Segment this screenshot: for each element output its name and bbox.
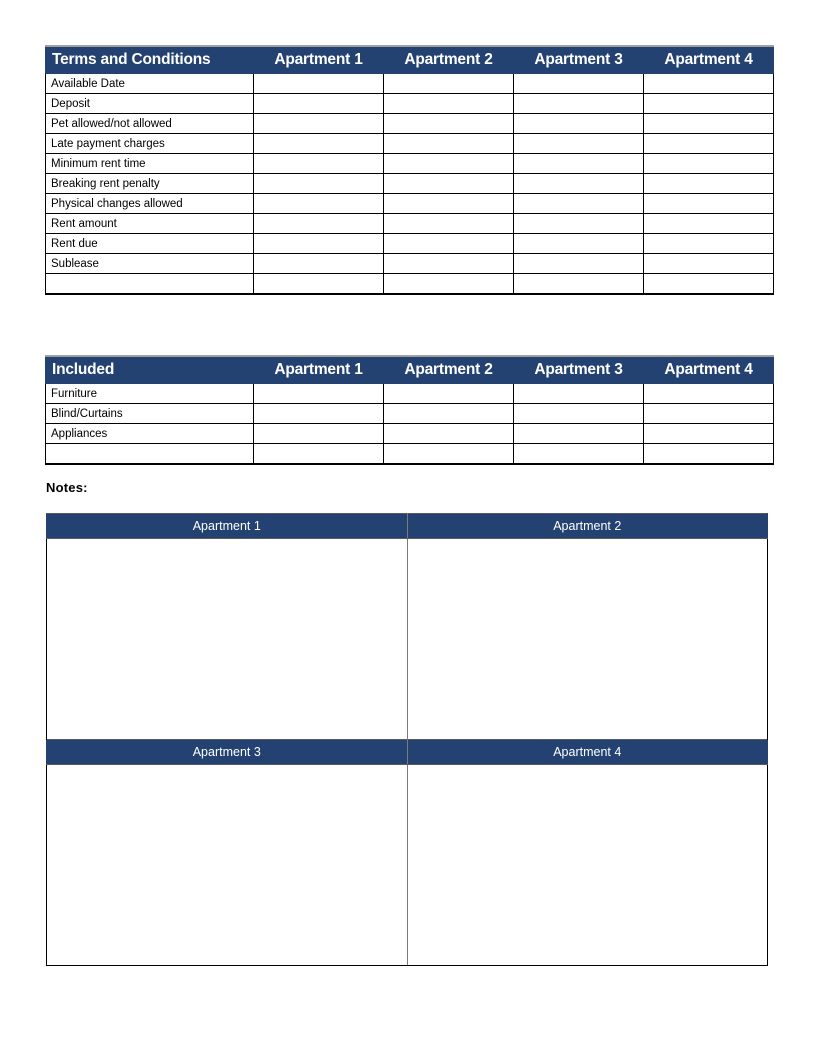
terms-header-label: Terms and Conditions bbox=[46, 46, 254, 74]
included-header-apartment-4: Apartment 4 bbox=[644, 356, 774, 384]
cell-included-blank-apartment-1[interactable] bbox=[254, 444, 384, 465]
table-row bbox=[46, 74, 774, 94]
row-label-furniture: Furniture bbox=[46, 384, 254, 404]
row-label-sublease: Sublease bbox=[46, 254, 254, 274]
terms-header-apartment-2: Apartment 2 bbox=[384, 46, 514, 74]
cell-appliances-apartment-1[interactable] bbox=[254, 424, 384, 444]
cell-minimum-rent-time-apartment-1[interactable] bbox=[254, 154, 384, 174]
cell-blind-curtains-apartment-4[interactable] bbox=[644, 404, 774, 424]
cell-available-date-apartment-3[interactable] bbox=[514, 74, 644, 94]
terms-header-apartment-3: Apartment 3 bbox=[514, 46, 644, 74]
cell-sublease-apartment-1[interactable] bbox=[254, 254, 384, 274]
row-label-rent-due: Rent due bbox=[46, 234, 254, 254]
row-label-included-blank[interactable] bbox=[46, 444, 254, 465]
terms-and-conditions-table bbox=[45, 45, 774, 295]
cell-late-payment-charges-apartment-4[interactable] bbox=[644, 134, 774, 154]
cell-breaking-rent-penalty-apartment-2[interactable] bbox=[384, 174, 514, 194]
cell-minimum-rent-time-apartment-4[interactable] bbox=[644, 154, 774, 174]
notes-header-apartment-4: Apartment 4 bbox=[407, 740, 768, 765]
cell-physical-changes-allowed-apartment-1[interactable] bbox=[254, 194, 384, 214]
terms-header-apartment-1: Apartment 1 bbox=[254, 46, 384, 74]
cell-rent-due-apartment-3[interactable] bbox=[514, 234, 644, 254]
table-row bbox=[46, 94, 774, 114]
cell-appliances-apartment-2[interactable] bbox=[384, 424, 514, 444]
notes-header-apartment-3: Apartment 3 bbox=[47, 740, 408, 765]
notes-area-apartment-1[interactable] bbox=[47, 539, 408, 740]
included-table bbox=[45, 355, 774, 465]
cell-rent-amount-apartment-1[interactable] bbox=[254, 214, 384, 234]
cell-breaking-rent-penalty-apartment-1[interactable] bbox=[254, 174, 384, 194]
cell-blank-apartment-4[interactable] bbox=[644, 274, 774, 295]
included-header-apartment-3: Apartment 3 bbox=[514, 356, 644, 384]
cell-rent-amount-apartment-4[interactable] bbox=[644, 214, 774, 234]
cell-pet-allowed-apartment-3[interactable] bbox=[514, 114, 644, 134]
cell-furniture-apartment-1[interactable] bbox=[254, 384, 384, 404]
cell-furniture-apartment-2[interactable] bbox=[384, 384, 514, 404]
notes-header-apartment-1: Apartment 1 bbox=[47, 514, 408, 539]
notes-heading: Notes: bbox=[46, 480, 88, 495]
row-label-late-payment-charges: Late payment charges bbox=[46, 134, 254, 154]
cell-breaking-rent-penalty-apartment-4[interactable] bbox=[644, 174, 774, 194]
cell-minimum-rent-time-apartment-3[interactable] bbox=[514, 154, 644, 174]
cell-pet-allowed-apartment-1[interactable] bbox=[254, 114, 384, 134]
table-row bbox=[46, 444, 774, 465]
terms-table-body bbox=[46, 74, 774, 295]
cell-blind-curtains-apartment-2[interactable] bbox=[384, 404, 514, 424]
cell-furniture-apartment-3[interactable] bbox=[514, 384, 644, 404]
notes-header-row-bottom bbox=[47, 740, 768, 765]
notes-area-apartment-4[interactable] bbox=[407, 765, 768, 966]
included-table-header-row bbox=[46, 356, 774, 384]
included-table-body bbox=[46, 384, 774, 465]
notes-area-apartment-2[interactable] bbox=[407, 539, 768, 740]
cell-late-payment-charges-apartment-1[interactable] bbox=[254, 134, 384, 154]
table-row bbox=[46, 154, 774, 174]
notes-area-apartment-3[interactable] bbox=[47, 765, 408, 966]
table-row bbox=[46, 274, 774, 295]
cell-sublease-apartment-2[interactable] bbox=[384, 254, 514, 274]
cell-included-blank-apartment-4[interactable] bbox=[644, 444, 774, 465]
cell-appliances-apartment-3[interactable] bbox=[514, 424, 644, 444]
table-row bbox=[46, 254, 774, 274]
notes-body-row-top bbox=[47, 539, 768, 740]
cell-available-date-apartment-2[interactable] bbox=[384, 74, 514, 94]
cell-included-blank-apartment-2[interactable] bbox=[384, 444, 514, 465]
cell-rent-due-apartment-2[interactable] bbox=[384, 234, 514, 254]
row-label-breaking-rent-penalty: Breaking rent penalty bbox=[46, 174, 254, 194]
cell-blank-apartment-1[interactable] bbox=[254, 274, 384, 295]
included-header-apartment-1: Apartment 1 bbox=[254, 356, 384, 384]
table-row bbox=[46, 134, 774, 154]
included-header-apartment-2: Apartment 2 bbox=[384, 356, 514, 384]
cell-pet-allowed-apartment-4[interactable] bbox=[644, 114, 774, 134]
cell-deposit-apartment-1[interactable] bbox=[254, 94, 384, 114]
cell-included-blank-apartment-3[interactable] bbox=[514, 444, 644, 465]
row-label-pet-allowed: Pet allowed/not allowed bbox=[46, 114, 254, 134]
cell-deposit-apartment-2[interactable] bbox=[384, 94, 514, 114]
notes-grid bbox=[46, 513, 768, 966]
row-label-available-date: Available Date bbox=[46, 74, 254, 94]
notes-header-apartment-2: Apartment 2 bbox=[407, 514, 768, 539]
row-label-blank[interactable] bbox=[46, 274, 254, 295]
cell-blind-curtains-apartment-3[interactable] bbox=[514, 404, 644, 424]
cell-deposit-apartment-4[interactable] bbox=[644, 94, 774, 114]
cell-appliances-apartment-4[interactable] bbox=[644, 424, 774, 444]
included-header-label: Included bbox=[46, 356, 254, 384]
cell-blind-curtains-apartment-1[interactable] bbox=[254, 404, 384, 424]
row-label-blind-curtains: Blind/Curtains bbox=[46, 404, 254, 424]
table-row bbox=[46, 214, 774, 234]
table-row bbox=[46, 404, 774, 424]
row-label-physical-changes-allowed: Physical changes allowed bbox=[46, 194, 254, 214]
cell-blank-apartment-3[interactable] bbox=[514, 274, 644, 295]
cell-available-date-apartment-1[interactable] bbox=[254, 74, 384, 94]
table-row bbox=[46, 194, 774, 214]
row-label-rent-amount: Rent amount bbox=[46, 214, 254, 234]
terms-header-apartment-4: Apartment 4 bbox=[644, 46, 774, 74]
cell-rent-due-apartment-4[interactable] bbox=[644, 234, 774, 254]
terms-table-header-row bbox=[46, 46, 774, 74]
cell-late-payment-charges-apartment-2[interactable] bbox=[384, 134, 514, 154]
table-row bbox=[46, 234, 774, 254]
cell-sublease-apartment-4[interactable] bbox=[644, 254, 774, 274]
cell-physical-changes-allowed-apartment-3[interactable] bbox=[514, 194, 644, 214]
cell-pet-allowed-apartment-2[interactable] bbox=[384, 114, 514, 134]
row-label-deposit: Deposit bbox=[46, 94, 254, 114]
table-row bbox=[46, 384, 774, 404]
notes-header-row-top bbox=[47, 514, 768, 539]
table-row bbox=[46, 114, 774, 134]
cell-late-payment-charges-apartment-3[interactable] bbox=[514, 134, 644, 154]
cell-furniture-apartment-4[interactable] bbox=[644, 384, 774, 404]
table-row bbox=[46, 174, 774, 194]
cell-rent-amount-apartment-3[interactable] bbox=[514, 214, 644, 234]
cell-breaking-rent-penalty-apartment-3[interactable] bbox=[514, 174, 644, 194]
row-label-appliances: Appliances bbox=[46, 424, 254, 444]
cell-minimum-rent-time-apartment-2[interactable] bbox=[384, 154, 514, 174]
cell-rent-amount-apartment-2[interactable] bbox=[384, 214, 514, 234]
table-row bbox=[46, 424, 774, 444]
cell-physical-changes-allowed-apartment-4[interactable] bbox=[644, 194, 774, 214]
row-label-minimum-rent-time: Minimum rent time bbox=[46, 154, 254, 174]
cell-available-date-apartment-4[interactable] bbox=[644, 74, 774, 94]
cell-blank-apartment-2[interactable] bbox=[384, 274, 514, 295]
notes-body-row-bottom bbox=[47, 765, 768, 966]
cell-rent-due-apartment-1[interactable] bbox=[254, 234, 384, 254]
cell-physical-changes-allowed-apartment-2[interactable] bbox=[384, 194, 514, 214]
cell-deposit-apartment-3[interactable] bbox=[514, 94, 644, 114]
cell-sublease-apartment-3[interactable] bbox=[514, 254, 644, 274]
